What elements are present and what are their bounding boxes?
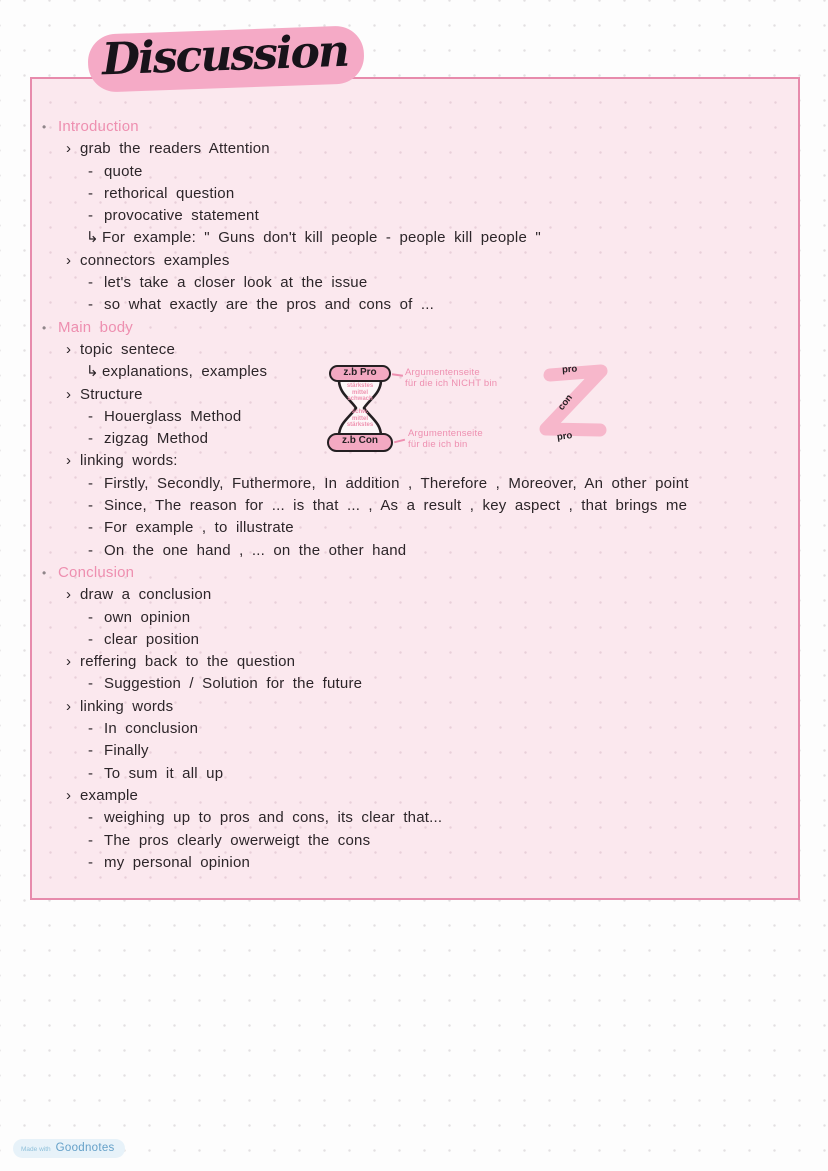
- dash-icon: -: [88, 184, 94, 202]
- hourglass-bottom-label: Argumentenseite für die ich bin: [408, 428, 483, 450]
- list-item: - Finally: [32, 740, 794, 762]
- chevron-icon: ›: [66, 786, 72, 804]
- dash-icon: -: [88, 430, 94, 448]
- list-item: - For example , to illustrate: [32, 517, 794, 539]
- dash-icon: -: [88, 274, 94, 292]
- list-item: - rethorical question: [32, 183, 794, 205]
- zigzag-con-label: con: [555, 392, 575, 413]
- list-item: ↳ explanations, examples: [32, 361, 794, 383]
- list-item: › linking words:: [32, 450, 794, 472]
- arrow-icon: ↳: [86, 229, 99, 247]
- arrow-icon: ↳: [86, 363, 99, 381]
- connector-line: [392, 373, 403, 376]
- list-item: › connectors examples: [32, 250, 794, 272]
- list-item: - so what exactly are the pros and cons of ...: [32, 294, 794, 316]
- dash-icon: -: [88, 497, 94, 515]
- watermark-prefix: Made with: [21, 1146, 51, 1153]
- dash-icon: -: [88, 207, 94, 225]
- list-item: - let's take a closer look at the issue: [32, 272, 794, 294]
- zigzag-pro-top-label: pro: [561, 363, 578, 376]
- list-item: - The pros clearly owerweigt the cons: [32, 830, 794, 852]
- section-label: Main body: [58, 318, 134, 336]
- watermark-brand: Goodnotes: [55, 1142, 115, 1154]
- hourglass-top-label: Argumentenseite für die ich NICHT bin: [405, 367, 498, 389]
- list-item: - To sum it all up: [32, 763, 794, 785]
- list-item: - zigzag Method: [32, 428, 794, 450]
- chevron-icon: ›: [66, 653, 72, 671]
- list-item: - quote: [32, 161, 794, 183]
- list-item: - clear position: [32, 629, 794, 651]
- section-label: Introduction: [58, 118, 139, 135]
- dash-icon: -: [88, 809, 94, 827]
- bullet-icon: •: [42, 120, 47, 134]
- list-item: › Structure: [32, 384, 794, 406]
- dash-icon: -: [88, 720, 94, 738]
- list-item: - Since, The reason for ... is that ... , As a result , key aspect , that brings me: [32, 495, 794, 517]
- outline: [32, 116, 794, 874]
- list-item: - own opinion: [32, 607, 794, 629]
- list-item: [32, 562, 794, 584]
- dash-icon: -: [88, 519, 94, 537]
- list-item: - In conclusion: [32, 718, 794, 740]
- list-item: ↳ For example: " Guns don't kill people - people kill people ": [32, 227, 794, 249]
- list-item: - provocative statement: [32, 205, 794, 227]
- zigzag-diagram: [537, 359, 617, 454]
- dash-icon: -: [88, 407, 94, 425]
- title-highlight: [87, 25, 365, 93]
- hourglass-top-pill: z.b Pro: [329, 365, 391, 382]
- chevron-icon: ›: [66, 140, 72, 158]
- dash-icon: -: [88, 541, 94, 559]
- chevron-icon: ›: [66, 452, 72, 470]
- hourglass-top-ranking: stärkstes mittel schwach: [346, 383, 374, 402]
- list-item: › topic sentece: [32, 339, 794, 361]
- hourglass-diagram: [327, 365, 557, 457]
- bullet-icon: •: [42, 565, 47, 580]
- chevron-icon: ›: [66, 697, 72, 715]
- dash-icon: -: [88, 630, 94, 648]
- list-item: [32, 116, 794, 138]
- chevron-icon: ›: [66, 251, 72, 269]
- dash-icon: -: [88, 608, 94, 626]
- list-item: › draw a conclusion: [32, 584, 794, 606]
- dash-icon: -: [88, 742, 94, 760]
- connector-line: [394, 439, 405, 443]
- chevron-icon: ›: [66, 586, 72, 604]
- page-title: [88, 25, 364, 88]
- dash-icon: -: [88, 296, 94, 314]
- dash-icon: -: [88, 853, 94, 871]
- hourglass-bottom-pill: z.b Con: [327, 433, 393, 452]
- list-item: [32, 317, 794, 339]
- list-item: - Firstly, Secondly, Futhermore, In addition , Therefore , Moreover, An other point: [32, 473, 794, 495]
- dash-icon: -: [88, 474, 94, 492]
- list-item: › linking words: [32, 696, 794, 718]
- page-title-text: Discussion: [101, 25, 349, 86]
- list-item: › example: [32, 785, 794, 807]
- dash-icon: -: [88, 831, 94, 849]
- dash-icon: -: [88, 764, 94, 782]
- zigzag-pro-bottom-label: pro: [556, 429, 574, 444]
- note-card: [30, 77, 800, 900]
- list-item: › grab the readers Attention: [32, 138, 794, 160]
- dash-icon: -: [88, 162, 94, 180]
- chevron-icon: ›: [66, 385, 72, 403]
- list-item: - my personal opinion: [32, 852, 794, 874]
- list-item: - weighing up to pros and cons, its clear that...: [32, 807, 794, 829]
- dash-icon: -: [88, 675, 94, 693]
- goodnotes-watermark: [13, 1139, 125, 1158]
- list-item: - On the one hand , ... on the other hand: [32, 540, 794, 562]
- chevron-icon: ›: [66, 340, 72, 358]
- bullet-icon: •: [42, 320, 47, 335]
- section-label: Conclusion: [58, 563, 135, 581]
- hourglass-bottom-ranking: schw. mittel stärkstes: [346, 409, 374, 428]
- list-item: - Suggestion / Solution for the future: [32, 673, 794, 695]
- list-item: - Houerglass Method: [32, 406, 794, 428]
- list-item: › reffering back to the question: [32, 651, 794, 673]
